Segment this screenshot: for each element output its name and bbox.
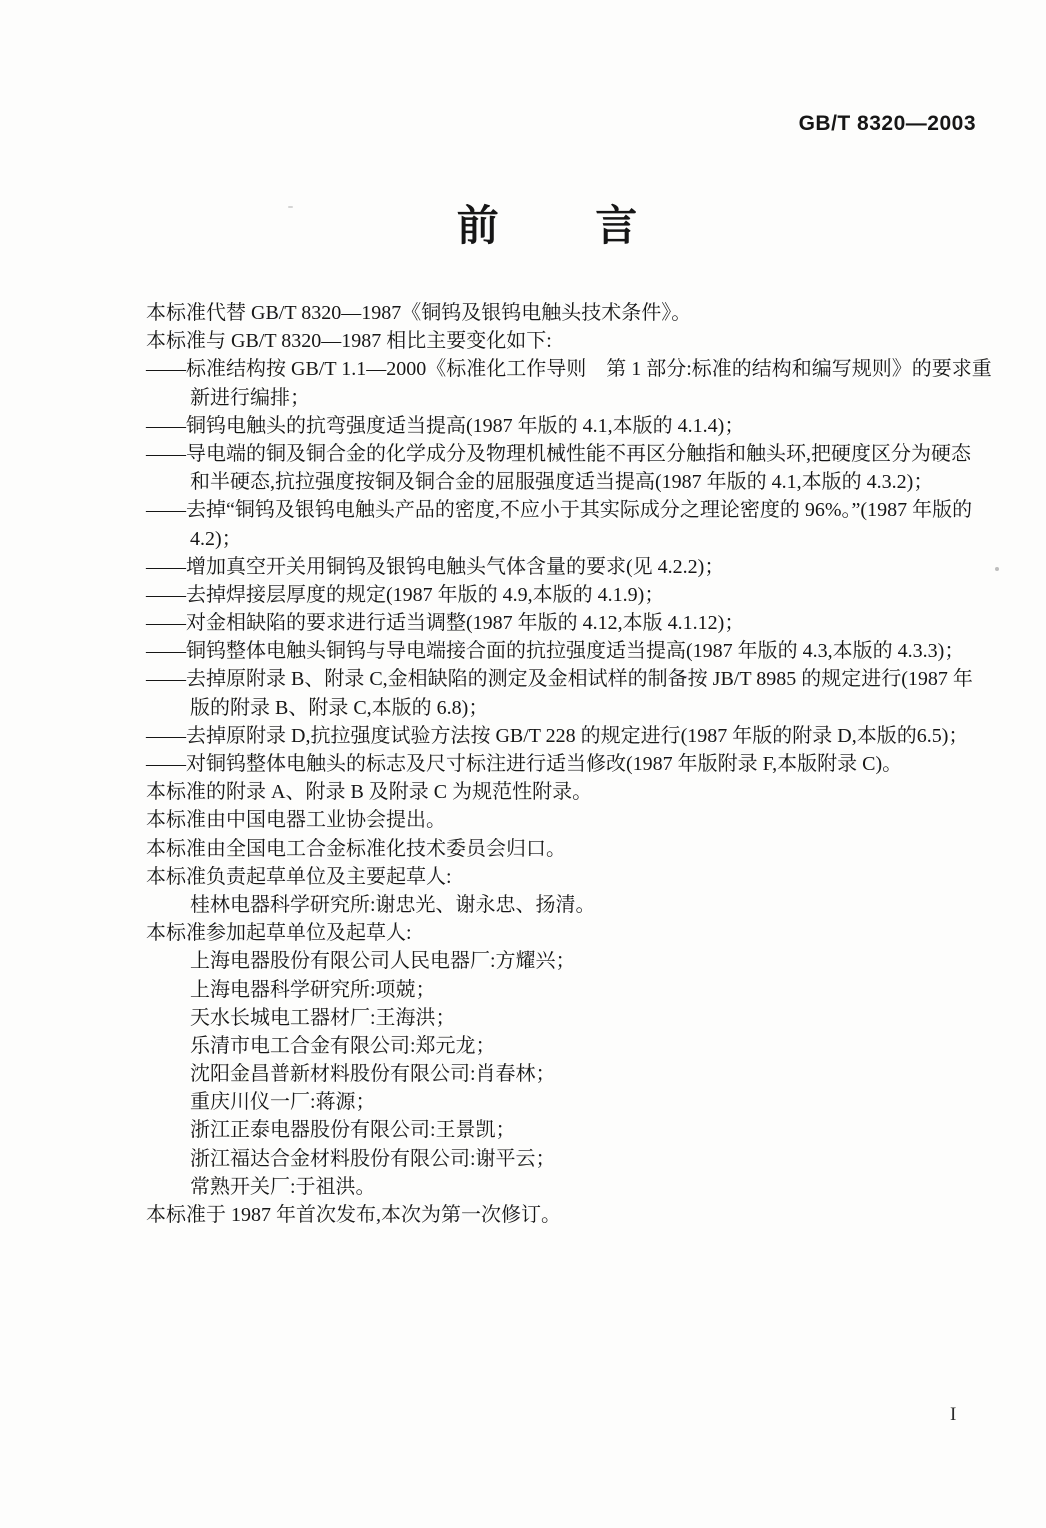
scan-speck [995, 567, 999, 571]
body-line: ——对铜钨整体电触头的标志及尺寸标注进行适当修改(1987 年版附录 F,本版附录 C)。 [146, 753, 903, 775]
body-line: 新进行编排； [190, 386, 310, 409]
body-line: 本标准由中国电器工业协会提出。 [146, 809, 446, 832]
body-line: ——对金相缺陷的要求进行适当调整(1987 年版的 4.12,本版 4.1.12)； [146, 612, 745, 635]
standard-code: GB/T 8320—2003 [798, 112, 976, 135]
body-line: 本标准负责起草单位及主要起草人: [146, 865, 452, 888]
body-line: 和半硬态,抗拉强度按铜及铜合金的屈服强度适当提高(1987 年版的 4.1,本版的 4.3.2)； [190, 471, 934, 494]
body-line: 本标准代替 GB/T 8320—1987《铜钨及银钨电触头技术条件》。 [146, 302, 692, 324]
page-title: 前言 [456, 204, 734, 250]
body-line: 浙江正泰电器股份有限公司:王景凯； [190, 1119, 516, 1142]
body-line: 本标准与 GB/T 8320—1987 相比主要变化如下: [146, 330, 552, 353]
body-line: 上海电器科学研究所:项兢； [190, 978, 436, 1001]
body-line: 版的附录 B、附录 C,本版的 6.8)； [190, 696, 489, 719]
body-line: 常熟开关厂:于祖洪。 [190, 1175, 376, 1198]
body-line: 沈阳金昌普新材料股份有限公司:肖春林； [190, 1063, 556, 1086]
body-line: ——导电端的铜及铜合金的化学成分及物理机械性能不再区分触指和触头环,把硬度区分为硬态 [146, 442, 971, 465]
body-line: ——去掉原附录 B、附录 C,金相缺陷的测定及金相试样的制备按 JB/T 8985 的规定进行(1987 年 [146, 668, 973, 691]
body-line: ——去掉原附录 D,抗拉强度试验方法按 GB/T 228 的规定进行(1987 年版的附录 D,本版的6.5)； [146, 724, 969, 747]
document-body [146, 299, 1002, 1229]
body-line: ——铜钨整体电触头铜钨与导电端接合面的抗拉强度适当提高(1987 年版的 4.3,本版的 4.3.3)； [146, 640, 965, 663]
body-line: 本标准参加起草单位及起草人: [146, 922, 412, 945]
page-number: I [950, 1404, 957, 1425]
body-line: 4.2)； [190, 527, 242, 550]
body-line: ——铜钨电触头的抗弯强度适当提高(1987 年版的 4.1,本版的 4.1.4)； [146, 414, 745, 437]
body-line: 乐清市电工合金有限公司:郑元龙； [190, 1034, 496, 1057]
body-line: 天水长城电工器材厂:王海洪； [190, 1006, 456, 1029]
scan-speck [288, 206, 293, 208]
body-line: ——去掉“铜钨及银钨电触头产品的密度,不应小于其实际成分之理论密度的 96%。”(1987 年版的 [146, 499, 973, 522]
body-line: 上海电器股份有限公司人民电器厂:方耀兴； [190, 950, 576, 973]
body-line: ——标准结构按 GB/T 1.1—2000《标准化工作导则 第 1 部分:标准的结构和编写规则》的要求重 [146, 358, 992, 381]
body-line: 浙江福达合金材料股份有限公司:谢平云； [190, 1147, 556, 1170]
body-line: 本标准于 1987 年首次发布,本次为第一次修订。 [146, 1204, 561, 1226]
body-line: 本标准由全国电工合金标准化技术委员会归口。 [146, 837, 566, 860]
body-line: 桂林电器科学研究所:谢忠光、谢永忠、扬清。 [190, 893, 596, 916]
body-line: ——去掉焊接层厚度的规定(1987 年版的 4.9,本版的 4.1.9)； [146, 583, 665, 606]
body-line: 本标准的附录 A、附录 B 及附录 C 为规范性附录。 [146, 781, 593, 804]
body-line: 重庆川仪一厂:蒋源； [190, 1091, 376, 1114]
body-line: ——增加真空开关用铜钨及银钨电触头气体含量的要求(见 4.2.2)； [146, 555, 725, 578]
